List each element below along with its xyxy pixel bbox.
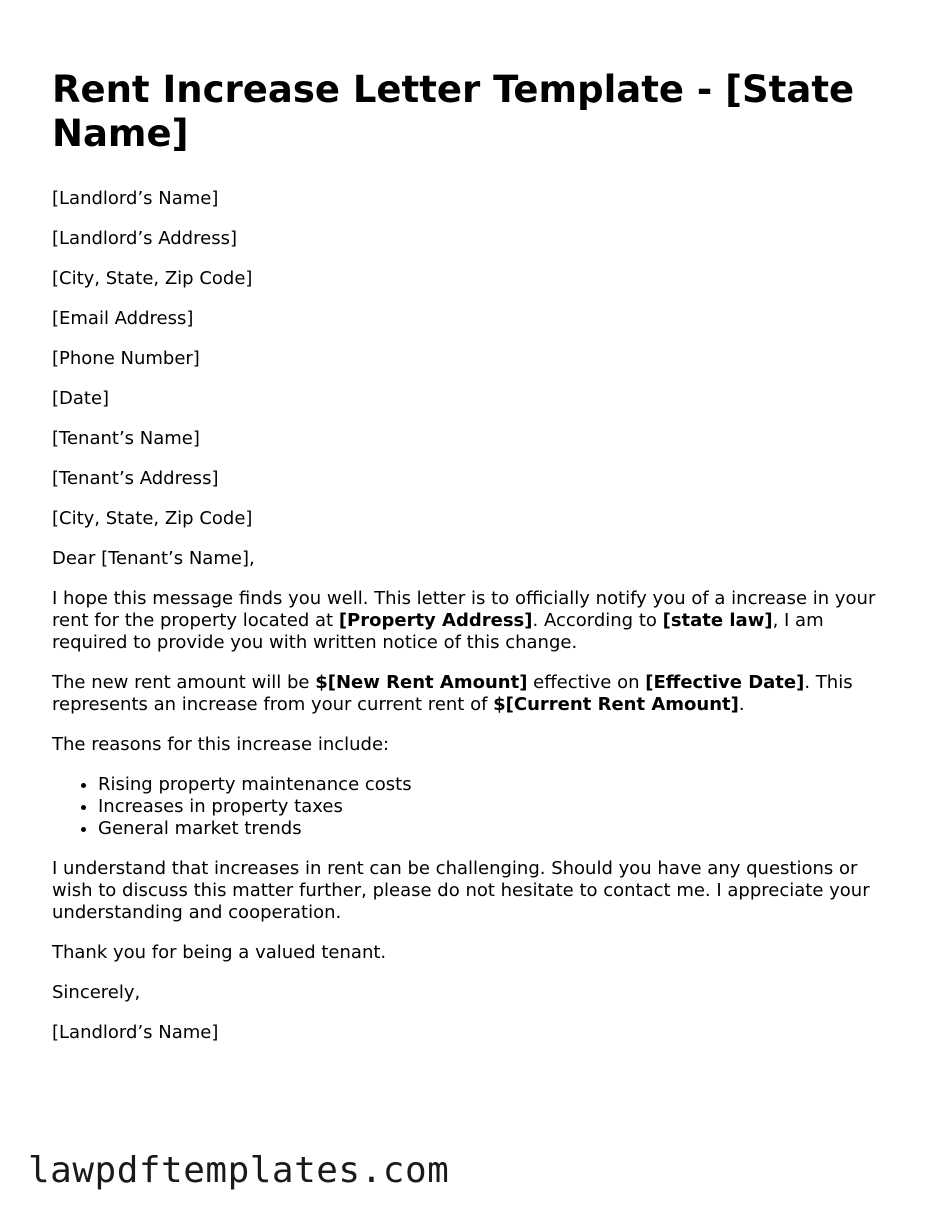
salutation: Dear [Tenant’s Name], [52,548,255,569]
rent-text-1: The new rent amount will be [52,672,316,693]
list-item: • Increases in property taxes [98,796,902,818]
rent-text-4: . [738,694,745,715]
landlord-city-state-zip: [City, State, Zip Code] [52,268,253,289]
landlord-address: [Landlord’s Address] [52,228,237,249]
tenant-name: [Tenant’s Name] [52,428,200,449]
landlord-email: [Email Address] [52,308,194,329]
effective-date-field: [Effective Date] [645,672,805,693]
letter-document [52,68,902,1062]
new-rent-field: $[New Rent Amount] [315,672,528,693]
notice-paragraph [52,588,902,654]
list-item: • Rising property maintenance costs [98,774,902,796]
reasons-list [52,774,902,840]
document-title: Rent Increase Letter Template - [State Name] [52,68,855,155]
notice-text-1: I hope this message finds you well. This letter is to officially notify you of a increase in your rent for the property located at [52,588,876,631]
rent-text-2: effective on [527,672,646,693]
notice-text-3: , I am required to provide you with written notice of this change. [52,610,824,653]
list-item: • General market trends [98,818,902,840]
footer-watermark: lawpdftemplates.com [28,1150,450,1191]
landlord-name: [Landlord’s Name] [52,188,219,209]
closing-line: Sincerely, [52,982,141,1003]
landlord-phone: [Phone Number] [52,348,200,369]
property-address-field: [Property Address] [338,610,533,631]
state-law-field: [state law] [662,610,773,631]
rent-amount-paragraph [52,672,902,716]
notice-text-2: . According to [532,610,663,631]
understanding-paragraph: I understand that increases in rent can be challenging. Should you have any questions or wish to discuss this matter further, please do not hesitate to contact me. I appreciate your understanding and cooperation. [52,858,870,923]
thanks-line: Thank you for being a valued tenant. [52,942,387,963]
rent-text-3: . This represents an increase from your current rent of [52,672,853,715]
letter-date: [Date] [52,388,110,409]
signature-name: [Landlord’s Name] [52,1022,219,1043]
reasons-intro: The reasons for this increase include: [52,734,390,755]
current-rent-field: $[Current Rent Amount] [493,694,739,715]
tenant-city-state-zip: [City, State, Zip Code] [52,508,253,529]
tenant-address: [Tenant’s Address] [52,468,219,489]
